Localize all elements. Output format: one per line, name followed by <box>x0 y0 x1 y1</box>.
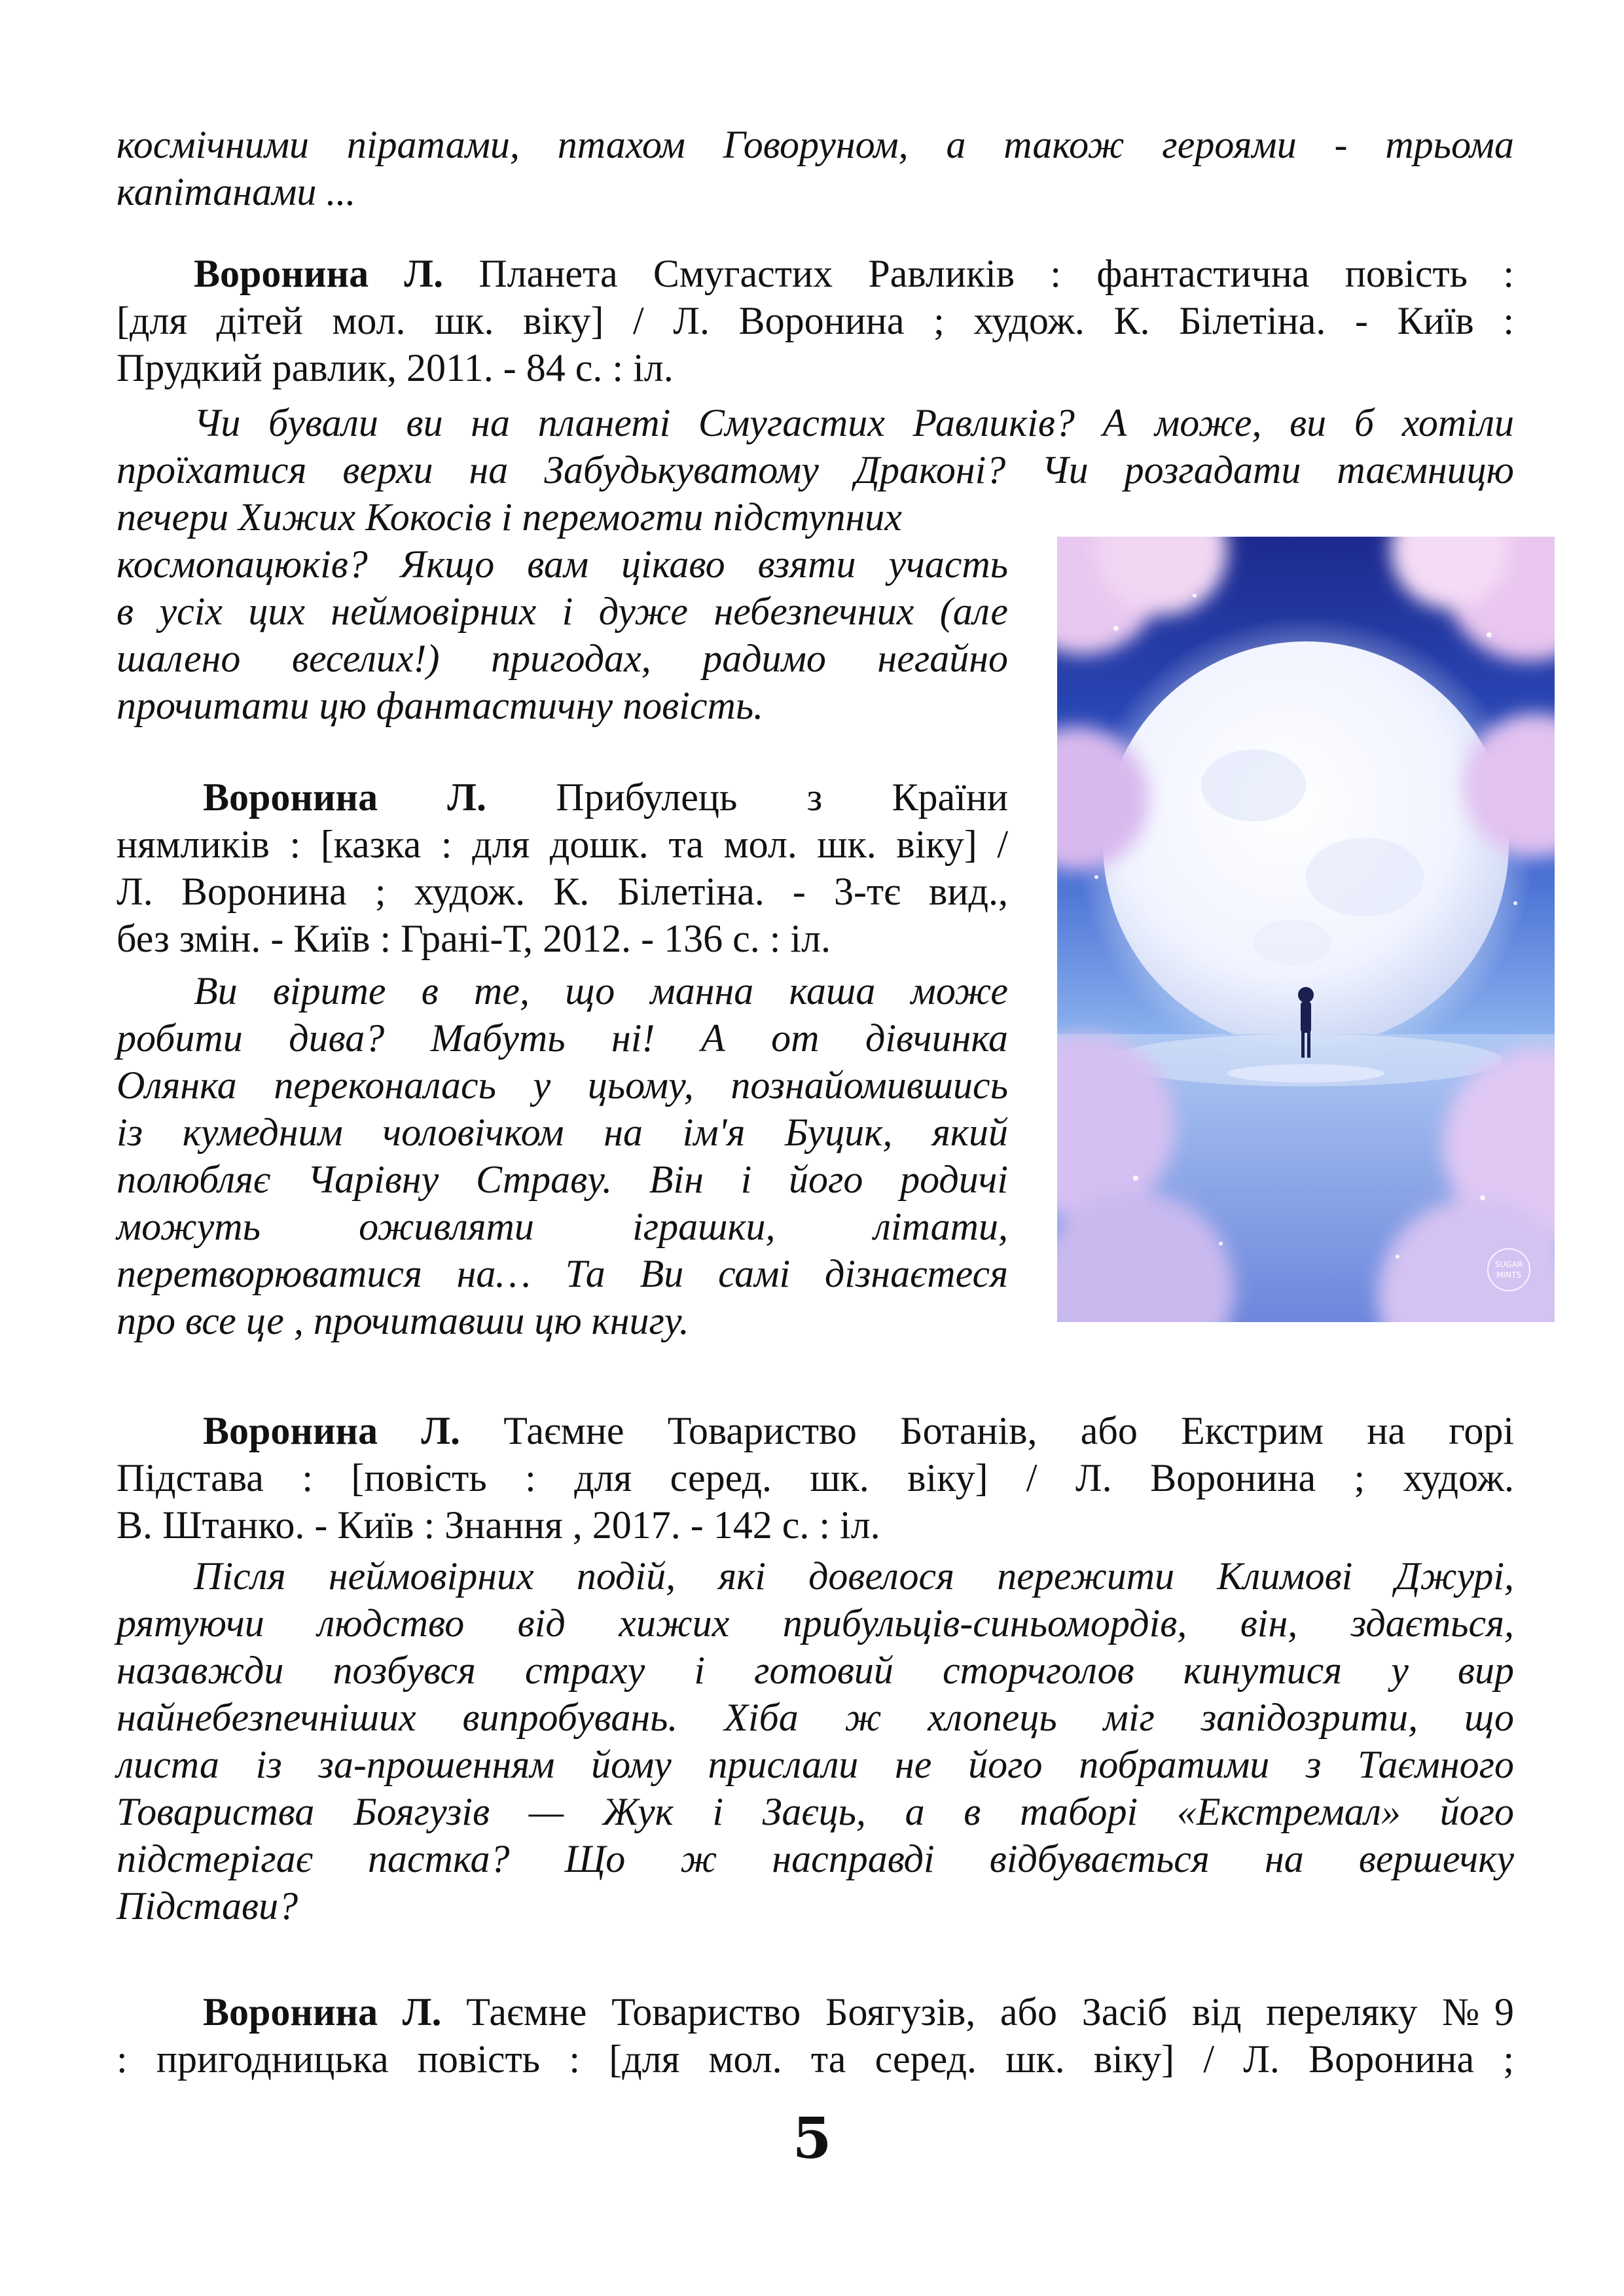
text-line: із кумедним чоловічком на ім'я Буцик, який <box>117 1111 1008 1154</box>
text-line: [для дітей мол. шк. віку] / Л. Воронина ; худож. К. Білетіна. - Київ : <box>117 299 1514 342</box>
text-line: космопацюків? Якщо вам цікаво взяти участь <box>117 543 1008 586</box>
text-line: робити дива? Мабуть ні! А от дівчинка <box>117 1016 1008 1060</box>
text-line: проїхатися верхи на Забудькуватому Драконі? Чи розгадати таємницю <box>117 448 1514 492</box>
text-line: без змін. - Київ : Грані-Т, 2012. - 136 с. : іл. <box>117 917 831 960</box>
text-line <box>117 250 1514 297</box>
bib-entry <box>117 1988 1514 2083</box>
text-line: капітанами ... <box>117 170 356 213</box>
entry-annotation-wrap <box>117 493 1008 729</box>
text-line: рятуючи людство від хижих прибульців-синьомордів, він, здається, <box>117 1602 1514 1645</box>
text-line: Після неймовірних подій, які довелося пережити Климові Джурі, <box>194 1554 1514 1598</box>
text-line: печери Хижих Кокосів і перемогти підступних <box>117 495 902 539</box>
illustration-credit-line1: SUGAR <box>1494 1260 1523 1269</box>
entry-annotation <box>117 399 1514 493</box>
text-line: Підстава : [повість : для серед. шк. віку] / Л. Воронина ; худож. <box>117 1456 1514 1499</box>
text-line: Олянка переконалась у цьому, познайомившись <box>117 1064 1008 1107</box>
text-line: нямликів : [казка : для дошк. та мол. шк. віку] / <box>117 823 1008 866</box>
text-line: підстерігає пастка? Що ж насправді відбувається на вершечку <box>117 1837 1514 1880</box>
text-line: Л. Воронина ; худож. К. Білетіна. - 3-тє вид., <box>117 870 1008 913</box>
moon-girl-illustration <box>1057 537 1555 1322</box>
entry-annotation <box>117 1552 1514 1929</box>
entry-author: Воронина Л. <box>203 776 487 819</box>
text-line: прочитати цю фантастичну повість. <box>117 684 764 727</box>
entry-author: Воронина Л. <box>203 1409 461 1452</box>
entry-author: Воронина Л. <box>194 252 444 295</box>
illustration-credit-line2: MINTS <box>1496 1270 1521 1280</box>
text-line: про все це , прочитавши цю книгу. <box>117 1299 689 1342</box>
entry-title: Таємне Товариство Боягузів, або Засіб від переляку №9 <box>466 1990 1514 2034</box>
text-line: найнебезпечніших випробувань. Хіба ж хлопець міг запідозрити, що <box>117 1696 1514 1739</box>
text-line: полюбляє Чарівну Страву. Він і його родичі <box>117 1158 1008 1201</box>
text-line <box>117 774 1008 821</box>
entry-title: Таємне Товариство Ботанів, або Екстрим на горі <box>503 1409 1514 1452</box>
bib-entry <box>117 774 1008 962</box>
entry-title: Планета Смугастих Равликів : фантастична повість : <box>478 252 1514 295</box>
text-line: В. Штанко. - Київ : Знання , 2017. - 142 с. : іл. <box>117 1503 880 1547</box>
text-line: перетворюватися на… Та Ви самі дізнаєтеся <box>117 1252 1008 1295</box>
text-line: космічними піратами, птахом Говоруном, а також героями - трьома <box>117 123 1514 166</box>
text-line: Чи бували ви на планеті Смугастих Равликів? А може, ви б хотіли <box>194 401 1514 444</box>
bib-entry <box>117 250 1514 391</box>
entry-annotation <box>117 967 1008 1344</box>
bib-entry <box>117 1407 1514 1549</box>
entry-title: Прибулець з Країни <box>556 776 1009 819</box>
text-line <box>117 1988 1514 2036</box>
text-line: Прудкий равлик, 2011. - 84 с. : іл. <box>117 346 674 389</box>
text-line: в усіх цих неймовірних і дуже небезпечних (але <box>117 590 1008 633</box>
text-line: можуть оживляти іграшки, літати, <box>117 1205 1008 1248</box>
text-line <box>117 1407 1514 1454</box>
intro-annotation <box>117 121 1514 215</box>
entry-author: Воронина Л. <box>203 1990 442 2034</box>
text-line: : пригодницька повість : [для мол. та серед. шк. віку] / Л. Воронина ; <box>117 2037 1514 2081</box>
text-line: назавжди позбувся страху і готовий сторчголов кинутися у вир <box>117 1649 1514 1692</box>
text-line: Підстави? <box>117 1884 298 1928</box>
text-line: листа із за-прошенням йому прислали не його побратими з Таємного <box>117 1743 1514 1786</box>
text-line: шалено веселих!) пригодах, радимо негайно <box>117 637 1008 680</box>
page-number: 5 <box>792 2106 832 2172</box>
text-line: Товариства Боягузів — Жук і Заєць, а в таборі «Екстремал» його <box>117 1790 1514 1833</box>
text-line: Ви вірите в те, що манна каша може <box>194 969 1008 1013</box>
